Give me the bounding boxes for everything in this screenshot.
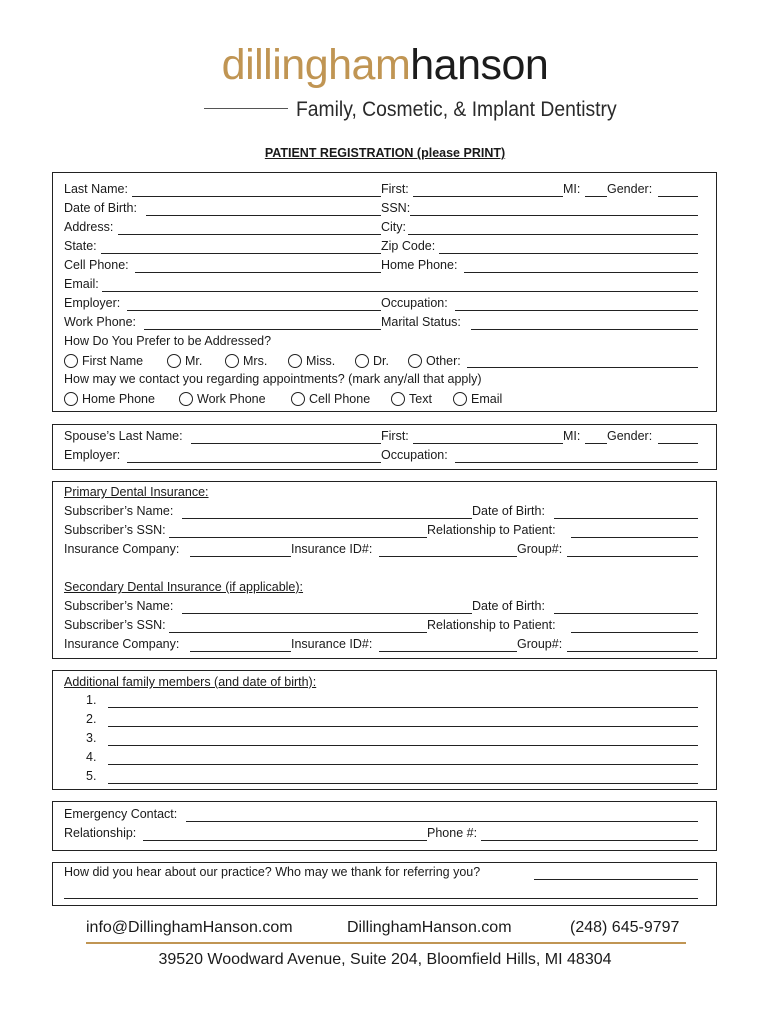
dob-label: Date of Birth: bbox=[64, 201, 137, 215]
primary-subscriber-ssn-field[interactable] bbox=[169, 537, 427, 538]
email-field[interactable] bbox=[102, 291, 698, 292]
spouse-mi-field[interactable] bbox=[585, 443, 607, 444]
zip-label: Zip Code: bbox=[381, 239, 436, 253]
secondary-company-field[interactable] bbox=[190, 651, 291, 652]
spouse-employer-field[interactable] bbox=[127, 462, 381, 463]
last-name-label: Last Name: bbox=[64, 182, 128, 196]
address-field[interactable] bbox=[118, 234, 381, 235]
emergency-phone-field[interactable] bbox=[481, 840, 698, 841]
home-phone-label: Home Phone: bbox=[381, 258, 458, 272]
family-number: 5. bbox=[86, 769, 97, 783]
contact-option-work-phone[interactable]: Work Phone bbox=[179, 392, 266, 406]
emergency-relationship-label: Relationship: bbox=[64, 826, 137, 840]
primary-relationship-field[interactable] bbox=[571, 537, 698, 538]
referral-field-1[interactable] bbox=[534, 879, 698, 880]
ssn-label: SSN: bbox=[381, 201, 411, 215]
primary-relationship-label: Relationship to Patient: bbox=[427, 523, 556, 537]
secondary-subscriber-ssn-field[interactable] bbox=[169, 632, 427, 633]
referral-field-2[interactable] bbox=[64, 898, 698, 899]
footer-divider bbox=[86, 942, 686, 944]
primary-insurance-id-field[interactable] bbox=[379, 556, 517, 557]
spouse-mi-label: MI: bbox=[563, 429, 581, 443]
primary-company-field[interactable] bbox=[190, 556, 291, 557]
family-number: 2. bbox=[86, 712, 97, 726]
family-member-field-4[interactable] bbox=[108, 764, 698, 765]
emergency-contact-label: Emergency Contact: bbox=[64, 807, 178, 821]
primary-insurance-id-label: Insurance ID#: bbox=[291, 542, 373, 556]
city-label: City: bbox=[381, 220, 406, 234]
radio-icon[interactable] bbox=[64, 392, 78, 406]
dob-field[interactable] bbox=[146, 215, 381, 216]
radio-icon[interactable] bbox=[288, 354, 302, 368]
radio-icon[interactable] bbox=[179, 392, 193, 406]
referral-section bbox=[52, 862, 717, 906]
secondary-insurance-id-field[interactable] bbox=[379, 651, 517, 652]
tagline: Family, Cosmetic, & Implant Dentistry bbox=[296, 98, 617, 121]
ssn-field[interactable] bbox=[410, 215, 698, 216]
practice-logo bbox=[0, 38, 770, 92]
family-member-field-2[interactable] bbox=[108, 726, 698, 727]
emergency-contact-section bbox=[52, 801, 717, 851]
family-member-field-1[interactable] bbox=[108, 707, 698, 708]
address-option-mr[interactable]: Mr. bbox=[167, 354, 202, 368]
contact-option-cell-phone[interactable]: Cell Phone bbox=[291, 392, 370, 406]
logo-part-1: dillingham bbox=[221, 41, 411, 89]
spouse-section bbox=[52, 424, 717, 470]
work-phone-field[interactable] bbox=[144, 329, 381, 330]
family-members-title: Additional family members (and date of birth): bbox=[64, 675, 317, 689]
gender-field[interactable] bbox=[658, 196, 698, 197]
secondary-insurance-title: Secondary Dental Insurance (if applicable): bbox=[64, 580, 304, 594]
radio-icon[interactable] bbox=[391, 392, 405, 406]
marital-status-label: Marital Status: bbox=[381, 315, 461, 329]
zip-field[interactable] bbox=[439, 253, 698, 254]
first-name-field[interactable] bbox=[413, 196, 563, 197]
occupation-field[interactable] bbox=[455, 310, 698, 311]
mi-field[interactable] bbox=[585, 196, 607, 197]
employer-label: Employer: bbox=[64, 296, 121, 310]
footer-website[interactable]: DillinghamHanson.com bbox=[347, 919, 512, 936]
primary-group-label: Group#: bbox=[517, 542, 563, 556]
spouse-first-field[interactable] bbox=[413, 443, 563, 444]
contact-option-home-phone[interactable]: Home Phone bbox=[64, 392, 155, 406]
radio-icon[interactable] bbox=[64, 354, 78, 368]
family-number: 4. bbox=[86, 750, 97, 764]
secondary-subscriber-ssn-label: Subscriber’s SSN: bbox=[64, 618, 166, 632]
address-preference-question: How Do You Prefer to be Addressed? bbox=[64, 334, 272, 348]
footer-address: 39520 Woodward Avenue, Suite 204, Bloomfield Hills, MI 48304 bbox=[158, 951, 612, 968]
patient-info-section bbox=[52, 172, 717, 412]
employer-field[interactable] bbox=[127, 310, 381, 311]
address-option-other[interactable]: Other: bbox=[408, 354, 461, 368]
secondary-company-label: Insurance Company: bbox=[64, 637, 180, 651]
radio-icon[interactable] bbox=[291, 392, 305, 406]
address-option-dr[interactable]: Dr. bbox=[355, 354, 389, 368]
primary-group-field[interactable] bbox=[567, 556, 698, 557]
spouse-occupation-field[interactable] bbox=[455, 462, 698, 463]
footer-phone[interactable]: (248) 645-9797 bbox=[570, 919, 680, 936]
email-label: Email: bbox=[64, 277, 99, 291]
cell-phone-field[interactable] bbox=[135, 272, 381, 273]
secondary-group-label: Group#: bbox=[517, 637, 563, 651]
secondary-group-field[interactable] bbox=[567, 651, 698, 652]
referral-question: How did you hear about our practice? Who may we thank for referring you? bbox=[64, 865, 481, 879]
secondary-relationship-label: Relationship to Patient: bbox=[427, 618, 556, 632]
occupation-label: Occupation: bbox=[381, 296, 448, 310]
emergency-phone-label: Phone #: bbox=[427, 826, 478, 840]
tagline-rule bbox=[204, 108, 288, 109]
state-field[interactable] bbox=[101, 253, 381, 254]
family-member-field-5[interactable] bbox=[108, 783, 698, 784]
contact-option-email[interactable]: Email bbox=[453, 392, 502, 406]
emergency-contact-field[interactable] bbox=[186, 821, 698, 822]
contact-option-text[interactable]: Text bbox=[391, 392, 432, 406]
primary-dob-label: Date of Birth: bbox=[472, 504, 545, 518]
secondary-subscriber-name-label: Subscriber’s Name: bbox=[64, 599, 174, 613]
gender-label: Gender: bbox=[607, 182, 653, 196]
secondary-dob-label: Date of Birth: bbox=[472, 599, 545, 613]
secondary-relationship-field[interactable] bbox=[571, 632, 698, 633]
address-option-miss[interactable]: Miss. bbox=[288, 354, 335, 368]
primary-subscriber-name-label: Subscriber’s Name: bbox=[64, 504, 174, 518]
state-label: State: bbox=[64, 239, 97, 253]
spouse-gender-label: Gender: bbox=[607, 429, 653, 443]
secondary-dob-field[interactable] bbox=[554, 613, 698, 614]
spouse-gender-field[interactable] bbox=[658, 443, 698, 444]
spouse-employer-label: Employer: bbox=[64, 448, 121, 462]
primary-company-label: Insurance Company: bbox=[64, 542, 180, 556]
family-number: 3. bbox=[86, 731, 97, 745]
address-option-first-name[interactable]: First Name bbox=[64, 354, 143, 368]
first-name-label: First: bbox=[381, 182, 409, 196]
spouse-last-name-label: Spouse’s Last Name: bbox=[64, 429, 183, 443]
other-address-field[interactable] bbox=[467, 367, 698, 368]
radio-icon[interactable] bbox=[453, 392, 467, 406]
marital-status-field[interactable] bbox=[471, 329, 698, 330]
insurance-section bbox=[52, 481, 717, 659]
radio-icon[interactable] bbox=[355, 354, 369, 368]
family-number: 1. bbox=[86, 693, 97, 707]
family-member-field-3[interactable] bbox=[108, 745, 698, 746]
emergency-relationship-field[interactable] bbox=[143, 840, 427, 841]
primary-dob-field[interactable] bbox=[554, 518, 698, 519]
spouse-last-name-field[interactable] bbox=[191, 443, 381, 444]
footer-email[interactable]: info@DillinghamHanson.com bbox=[86, 919, 293, 936]
home-phone-field[interactable] bbox=[464, 272, 698, 273]
primary-subscriber-ssn-label: Subscriber’s SSN: bbox=[64, 523, 166, 537]
radio-icon[interactable] bbox=[225, 354, 239, 368]
spouse-occupation-label: Occupation: bbox=[381, 448, 448, 462]
secondary-subscriber-name-field[interactable] bbox=[182, 613, 472, 614]
cell-phone-label: Cell Phone: bbox=[64, 258, 129, 272]
radio-icon[interactable] bbox=[408, 354, 422, 368]
family-members-section bbox=[52, 670, 717, 790]
mi-label: MI: bbox=[563, 182, 581, 196]
primary-subscriber-name-field[interactable] bbox=[182, 518, 472, 519]
logo-part-2: hanson bbox=[410, 41, 549, 89]
address-option-mrs[interactable]: Mrs. bbox=[225, 354, 267, 368]
form-title: PATIENT REGISTRATION (please PRINT) bbox=[264, 146, 506, 160]
work-phone-label: Work Phone: bbox=[64, 315, 137, 329]
address-label: Address: bbox=[64, 220, 114, 234]
city-field[interactable] bbox=[408, 234, 698, 235]
secondary-insurance-id-label: Insurance ID#: bbox=[291, 637, 373, 651]
last-name-field[interactable] bbox=[132, 196, 381, 197]
primary-insurance-title: Primary Dental Insurance: bbox=[64, 485, 209, 499]
contact-preference-question: How may we contact you regarding appointments? (mark any/all that apply) bbox=[64, 372, 482, 386]
radio-icon[interactable] bbox=[167, 354, 181, 368]
spouse-first-label: First: bbox=[381, 429, 409, 443]
